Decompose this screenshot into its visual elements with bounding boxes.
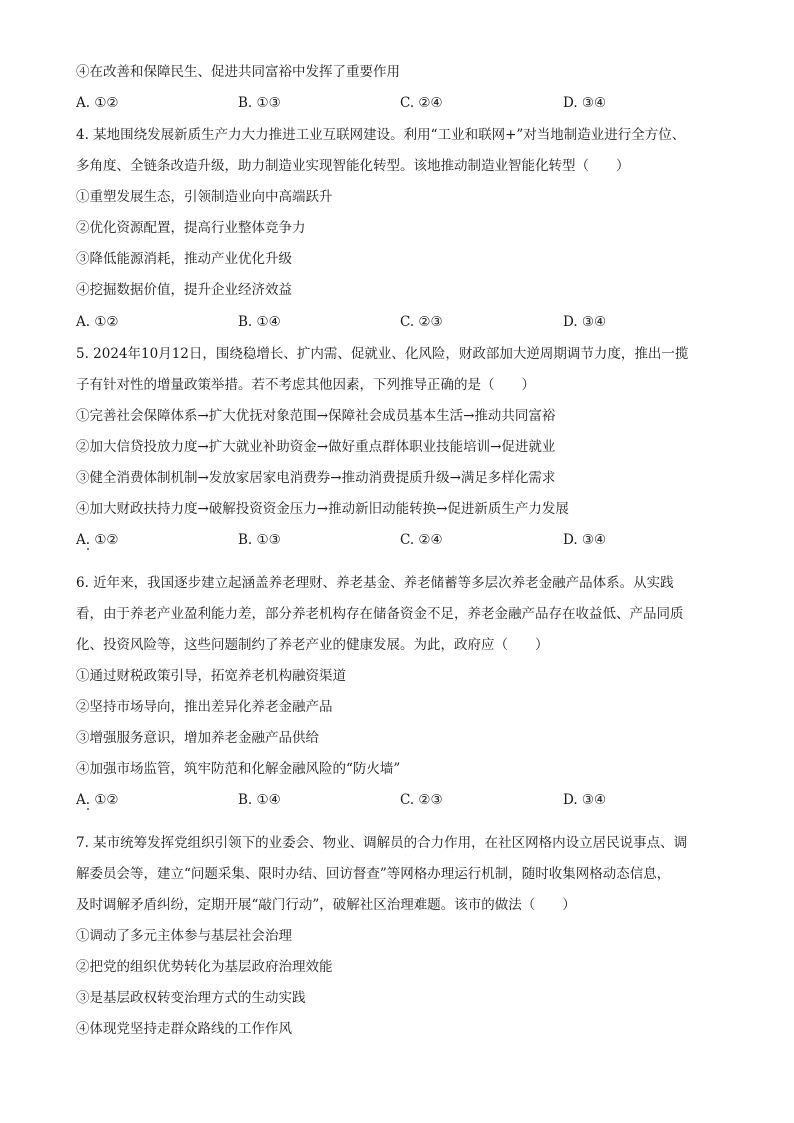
q4-item-1: ①重塑发展生态，引领制造业向中高端跃升 xyxy=(76,189,333,205)
option-d: D. ③④ xyxy=(563,792,607,808)
q7-item-2: ②把党的组织优势转化为基层政府治理效能 xyxy=(76,959,333,975)
q5-item-4: ④加大财政扶持力度→破解投资资金压力→推动新旧动能转换→促进新质生产力发展 xyxy=(76,501,569,517)
prev-question-options xyxy=(76,94,726,112)
q7-stem-line-3: 及时调解矛盾纠纷，定期开展“敲门行动”，破解社区治理难题。该市的做法（ ） xyxy=(76,897,576,913)
q7-item-3: ③是基层政权转变治理方式的生动实践 xyxy=(76,990,306,1006)
option-a: A. ①② xyxy=(76,792,119,808)
q7-item-1: ①调动了多元主体参与基层社会治理 xyxy=(76,928,292,944)
option-c: C. ②④ xyxy=(400,532,443,548)
option-c: C. ②③ xyxy=(400,314,443,330)
q7-stem-line-1: 7. 某市统筹发挥党组织引领下的业委会、物业、调解员的合力作用，在社区网格内设立居民说事点、调 xyxy=(76,835,688,851)
prev-question-item-4: ④在改善和保障民生、促进共同富裕中发挥了重要作用 xyxy=(76,64,400,80)
q6-stem-line-1: 6. 近年来，我国逐步建立起涵盖养老理财、养老基金、养老储蓄等多层次养老金融产品体系。从实践 xyxy=(76,575,674,591)
option-a: A. ①② xyxy=(76,532,119,548)
q4-options xyxy=(76,313,726,331)
option-d: D. ③④ xyxy=(563,95,607,111)
option-c: C. ②④ xyxy=(400,95,443,111)
q4-item-3: ③降低能源消耗，推动产业优化升级 xyxy=(76,251,292,267)
q4-item-4: ④挖掘数据价值，提升企业经济效益 xyxy=(76,282,292,298)
option-b: B. ①④ xyxy=(238,792,281,808)
option-b: B. ①③ xyxy=(238,532,281,548)
option-d: D. ③④ xyxy=(563,532,607,548)
q7-stem-line-2: 解委员会等，建立“问题采集、限时办结、回访督查”等网格办理运行机制，随时收集网格动态信息， xyxy=(76,866,671,882)
q5-stem-line-2: 子有针对性的增量政策举措。若不考虑其他因素，下列推导正确的是（ ） xyxy=(76,377,535,393)
q6-item-4: ④加强市场监管，筑牢防范和化解金融风险的“防火墙” xyxy=(76,761,401,777)
q6-options xyxy=(76,791,726,809)
q5-item-1: ①完善社会保障体系→扩大优抚对象范围→保障社会成员基本生活→推动共同富裕 xyxy=(76,408,556,424)
q6-item-2: ②坚持市场导向，推出差异化养老金融产品 xyxy=(76,699,333,715)
q5-item-2: ②加大信贷投放力度→扩大就业补助资金→做好重点群体职业技能培训→促进就业 xyxy=(76,439,556,455)
option-b: B. ①③ xyxy=(238,95,281,111)
q6-stem-line-3: 化、投资风险等，这些问题制约了养老产业的健康发展。为此，政府应（ ） xyxy=(76,637,549,653)
option-a: A. ①② xyxy=(76,314,119,330)
q6-item-1: ①通过财税政策引导，拓宽养老机构融资渠道 xyxy=(76,668,346,684)
q4-stem-line-2: 多角度、全链条改造升级，助力制造业实现智能化转型。该地推动制造业智能化转型（ ） xyxy=(76,158,630,174)
option-a: A. ①② xyxy=(76,95,119,111)
q5-options xyxy=(76,531,726,549)
option-b: B. ①④ xyxy=(238,314,281,330)
q6-item-3: ③增强服务意识，增加养老金融产品供给 xyxy=(76,730,319,746)
speck-mark xyxy=(87,808,89,810)
q4-stem-line-1: 4. 某地围绕发展新质生产力大力推进工业互联网建设。利用“工业和联网+”对当地制造业进行全方位、 xyxy=(76,127,686,143)
option-d: D. ③④ xyxy=(563,314,607,330)
q7-item-4: ④体现党坚持走群众路线的工作作风 xyxy=(76,1021,292,1037)
q5-item-3: ③健全消费体制机制→发放家居家电消费券→推动消费提质升级→满足多样化需求 xyxy=(76,470,556,486)
speck-mark xyxy=(87,548,89,550)
option-c: C. ②③ xyxy=(400,792,443,808)
q5-stem-line-1: 5. 2024年10月12日，围绕稳增长、扩内需、促就业、化风险，财政部加大逆周期调节力度，推出一揽 xyxy=(76,346,689,362)
q6-stem-line-2: 看，由于养老产业盈利能力差，部分养老机构存在储备资金不足，养老金融产品存在收益低、产品同质 xyxy=(76,606,684,622)
q4-item-2: ②优化资源配置，提高行业整体竞争力 xyxy=(76,220,306,236)
